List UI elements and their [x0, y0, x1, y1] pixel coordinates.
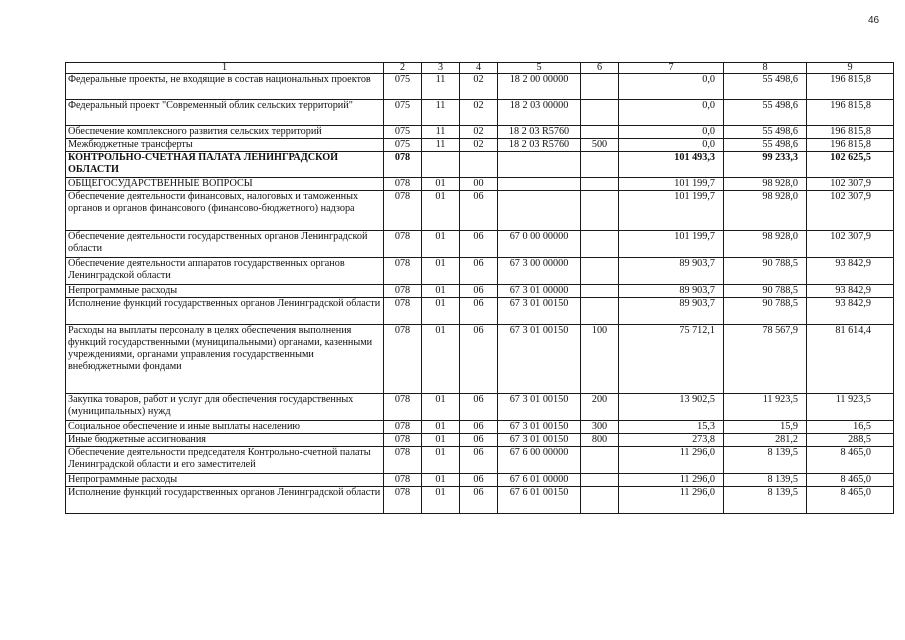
- cell-amount-col9: 102 307,9: [807, 231, 894, 258]
- cell-subsection: 06: [460, 231, 498, 258]
- cell-section: 01: [422, 298, 460, 325]
- cell-section: 01: [422, 178, 460, 191]
- cell-target-article: 67 6 01 00150: [498, 487, 581, 514]
- cell-expense-type: [581, 126, 619, 139]
- cell-subsection: 06: [460, 434, 498, 447]
- cell-expense-type: 800: [581, 434, 619, 447]
- cell-amount-col9: 102 625,5: [807, 152, 894, 178]
- cell-section: 01: [422, 487, 460, 514]
- cell-chapter: 075: [384, 139, 422, 152]
- cell-amount-col8: 98 928,0: [724, 231, 807, 258]
- cell-section: 11: [422, 74, 460, 100]
- cell-amount-col9: 196 815,8: [807, 74, 894, 100]
- cell-subsection: 06: [460, 325, 498, 394]
- cell-amount-col8: 55 498,6: [724, 74, 807, 100]
- cell-name: Иные бюджетные ассигнования: [66, 434, 384, 447]
- cell-amount-col7: 0,0: [619, 74, 724, 100]
- cell-subsection: 06: [460, 191, 498, 231]
- cell-amount-col8: 99 233,3: [724, 152, 807, 178]
- cell-amount-col7: 11 296,0: [619, 487, 724, 514]
- cell-section: 11: [422, 126, 460, 139]
- cell-amount-col8: 8 139,5: [724, 474, 807, 487]
- cell-chapter: 078: [384, 434, 422, 447]
- cell-subsection: 06: [460, 421, 498, 434]
- cell-subsection: 02: [460, 126, 498, 139]
- table-row: [66, 258, 894, 285]
- cell-expense-type: 200: [581, 394, 619, 421]
- cell-amount-col7: 89 903,7: [619, 285, 724, 298]
- cell-expense-type: [581, 191, 619, 231]
- cell-amount-col9: 196 815,8: [807, 100, 894, 126]
- cell-expense-type: 500: [581, 139, 619, 152]
- cell-section: 01: [422, 191, 460, 231]
- cell-section: 11: [422, 139, 460, 152]
- cell-target-article: 67 6 01 00000: [498, 474, 581, 487]
- cell-subsection: 02: [460, 74, 498, 100]
- table-row: [66, 421, 894, 434]
- cell-target-article: 18 2 03 R5760: [498, 126, 581, 139]
- cell-name: КОНТРОЛЬНО-СЧЕТНАЯ ПАЛАТА ЛЕНИНГРАДСКОЙ ОБЛАСТИ: [66, 152, 384, 178]
- cell-chapter: 078: [384, 152, 422, 178]
- cell-amount-col7: 89 903,7: [619, 298, 724, 325]
- cell-section: 01: [422, 474, 460, 487]
- cell-chapter: 078: [384, 258, 422, 285]
- col-header-2: 2: [384, 63, 422, 74]
- cell-chapter: 078: [384, 487, 422, 514]
- cell-amount-col8: 78 567,9: [724, 325, 807, 394]
- table-row: [66, 434, 894, 447]
- cell-amount-col7: 13 902,5: [619, 394, 724, 421]
- cell-expense-type: [581, 74, 619, 100]
- cell-amount-col8: 55 498,6: [724, 126, 807, 139]
- cell-amount-col7: 101 493,3: [619, 152, 724, 178]
- cell-amount-col7: 0,0: [619, 100, 724, 126]
- cell-amount-col9: 11 923,5: [807, 394, 894, 421]
- cell-amount-col7: 11 296,0: [619, 474, 724, 487]
- cell-amount-col8: 55 498,6: [724, 139, 807, 152]
- cell-section: 11: [422, 100, 460, 126]
- cell-amount-col9: 196 815,8: [807, 139, 894, 152]
- cell-target-article: 18 2 00 00000: [498, 74, 581, 100]
- table-row: [66, 447, 894, 474]
- cell-amount-col8: 90 788,5: [724, 298, 807, 325]
- cell-target-article: 18 2 03 R5760: [498, 139, 581, 152]
- cell-expense-type: [581, 152, 619, 178]
- table-row: [66, 191, 894, 231]
- table-row: [66, 474, 894, 487]
- cell-amount-col7: 273,8: [619, 434, 724, 447]
- cell-subsection: 06: [460, 285, 498, 298]
- cell-subsection: 02: [460, 100, 498, 126]
- cell-amount-col8: 15,9: [724, 421, 807, 434]
- col-header-3: 3: [422, 63, 460, 74]
- cell-section: 01: [422, 285, 460, 298]
- cell-target-article: 67 3 01 00150: [498, 325, 581, 394]
- table-row: [66, 487, 894, 514]
- cell-chapter: 075: [384, 100, 422, 126]
- cell-amount-col7: 75 712,1: [619, 325, 724, 394]
- cell-name: Обеспечение комплексного развития сельских территорий: [66, 126, 384, 139]
- cell-section: 01: [422, 231, 460, 258]
- cell-subsection: 00: [460, 178, 498, 191]
- cell-name: ОБЩЕГОСУДАРСТВЕННЫЕ ВОПРОСЫ: [66, 178, 384, 191]
- cell-amount-col7: 101 199,7: [619, 231, 724, 258]
- cell-expense-type: [581, 487, 619, 514]
- col-header-1: 1: [66, 63, 384, 74]
- table-row: [66, 394, 894, 421]
- cell-section: 01: [422, 258, 460, 285]
- table-row: [66, 139, 894, 152]
- cell-expense-type: [581, 285, 619, 298]
- page-number: 46: [868, 15, 880, 26]
- cell-amount-col8: 55 498,6: [724, 100, 807, 126]
- cell-target-article: 67 3 01 00150: [498, 434, 581, 447]
- cell-section: 01: [422, 434, 460, 447]
- cell-amount-col8: 98 928,0: [724, 191, 807, 231]
- cell-target-article: 67 3 01 00150: [498, 421, 581, 434]
- cell-name: Исполнение функций государственных органов Ленинградской области: [66, 298, 384, 325]
- table-row: [66, 152, 894, 178]
- cell-amount-col7: 0,0: [619, 126, 724, 139]
- cell-amount-col9: 288,5: [807, 434, 894, 447]
- cell-expense-type: [581, 447, 619, 474]
- cell-chapter: 075: [384, 74, 422, 100]
- cell-amount-col9: 8 465,0: [807, 474, 894, 487]
- cell-target-article: 18 2 03 00000: [498, 100, 581, 126]
- col-header-4: 4: [460, 63, 498, 74]
- cell-expense-type: [581, 258, 619, 285]
- cell-amount-col8: 98 928,0: [724, 178, 807, 191]
- cell-amount-col9: 102 307,9: [807, 178, 894, 191]
- cell-target-article: 67 3 00 00000: [498, 258, 581, 285]
- cell-chapter: 078: [384, 474, 422, 487]
- cell-amount-col9: 16,5: [807, 421, 894, 434]
- cell-subsection: [460, 152, 498, 178]
- table-row: [66, 74, 894, 100]
- cell-chapter: 078: [384, 191, 422, 231]
- cell-amount-col8: 8 139,5: [724, 447, 807, 474]
- cell-chapter: 078: [384, 285, 422, 298]
- cell-name: Федеральный проект "Современный облик сельских территорий": [66, 100, 384, 126]
- cell-amount-col9: 81 614,4: [807, 325, 894, 394]
- cell-chapter: 078: [384, 421, 422, 434]
- cell-amount-col7: 11 296,0: [619, 447, 724, 474]
- cell-amount-col8: 11 923,5: [724, 394, 807, 421]
- cell-amount-col9: 102 307,9: [807, 191, 894, 231]
- cell-target-article: [498, 178, 581, 191]
- cell-section: [422, 152, 460, 178]
- cell-expense-type: [581, 100, 619, 126]
- cell-expense-type: [581, 231, 619, 258]
- cell-section: 01: [422, 325, 460, 394]
- cell-name: Обеспечение деятельности финансовых, налоговых и таможенных органов и органов финансового (финансово-бюджетного) надзора: [66, 191, 384, 231]
- table-row: [66, 178, 894, 191]
- cell-chapter: 078: [384, 178, 422, 191]
- cell-chapter: 078: [384, 325, 422, 394]
- cell-amount-col7: 0,0: [619, 139, 724, 152]
- col-header-5: 5: [498, 63, 581, 74]
- cell-amount-col7: 15,3: [619, 421, 724, 434]
- cell-target-article: [498, 191, 581, 231]
- cell-expense-type: 100: [581, 325, 619, 394]
- table-row: [66, 285, 894, 298]
- cell-name: Федеральные проекты, не входящие в состав национальных проектов: [66, 74, 384, 100]
- cell-chapter: 078: [384, 231, 422, 258]
- cell-subsection: 06: [460, 474, 498, 487]
- cell-name: Обеспечение деятельности аппаратов государственных органов Ленинградской области: [66, 258, 384, 285]
- table-row: [66, 325, 894, 394]
- cell-chapter: 078: [384, 394, 422, 421]
- cell-amount-col8: 8 139,5: [724, 487, 807, 514]
- header-row: [66, 63, 894, 74]
- cell-chapter: 078: [384, 298, 422, 325]
- cell-amount-col9: 8 465,0: [807, 487, 894, 514]
- cell-section: 01: [422, 394, 460, 421]
- cell-amount-col9: 196 815,8: [807, 126, 894, 139]
- cell-target-article: 67 3 01 00150: [498, 298, 581, 325]
- cell-section: 01: [422, 447, 460, 474]
- col-header-6: 6: [581, 63, 619, 74]
- cell-amount-col8: 281,2: [724, 434, 807, 447]
- cell-name: Обеспечение деятельности председателя Контрольно-счетной палаты Ленинградской области и его заместителей: [66, 447, 384, 474]
- cell-target-article: [498, 152, 581, 178]
- cell-target-article: 67 0 00 00000: [498, 231, 581, 258]
- cell-subsection: 06: [460, 298, 498, 325]
- cell-amount-col7: 101 199,7: [619, 191, 724, 231]
- table-row: [66, 126, 894, 139]
- cell-amount-col9: 8 465,0: [807, 447, 894, 474]
- cell-amount-col9: 93 842,9: [807, 285, 894, 298]
- cell-amount-col9: 93 842,9: [807, 298, 894, 325]
- cell-name: Межбюджетные трансферты: [66, 139, 384, 152]
- cell-name: Исполнение функций государственных органов Ленинградской области: [66, 487, 384, 514]
- budget-table: [65, 62, 894, 514]
- cell-name: Обеспечение деятельности государственных органов Ленинградской области: [66, 231, 384, 258]
- cell-subsection: 02: [460, 139, 498, 152]
- cell-amount-col9: 93 842,9: [807, 258, 894, 285]
- cell-section: 01: [422, 421, 460, 434]
- cell-name: Непрограммные расходы: [66, 285, 384, 298]
- cell-expense-type: [581, 178, 619, 191]
- cell-name: Непрограммные расходы: [66, 474, 384, 487]
- col-header-9: 9: [807, 63, 894, 74]
- col-header-7: 7: [619, 63, 724, 74]
- cell-subsection: 06: [460, 487, 498, 514]
- cell-name: Расходы на выплаты персоналу в целях обеспечения выполнения функций государственными (муниципальными) органами, казенными учреждениями, органами управления государственными внебюджетными фондами: [66, 325, 384, 394]
- table-row: [66, 231, 894, 258]
- cell-subsection: 06: [460, 258, 498, 285]
- cell-target-article: 67 6 00 00000: [498, 447, 581, 474]
- col-header-8: 8: [724, 63, 807, 74]
- cell-chapter: 075: [384, 126, 422, 139]
- cell-expense-type: 300: [581, 421, 619, 434]
- cell-chapter: 078: [384, 447, 422, 474]
- cell-target-article: 67 3 01 00150: [498, 394, 581, 421]
- table-row: [66, 298, 894, 325]
- cell-expense-type: [581, 298, 619, 325]
- cell-name: Закупка товаров, работ и услуг для обеспечения государственных (муниципальных) нужд: [66, 394, 384, 421]
- table-row: [66, 100, 894, 126]
- cell-name: Социальное обеспечение и иные выплаты населению: [66, 421, 384, 434]
- cell-subsection: 06: [460, 447, 498, 474]
- cell-expense-type: [581, 474, 619, 487]
- cell-amount-col7: 101 199,7: [619, 178, 724, 191]
- cell-amount-col8: 90 788,5: [724, 285, 807, 298]
- cell-subsection: 06: [460, 394, 498, 421]
- cell-amount-col8: 90 788,5: [724, 258, 807, 285]
- cell-target-article: 67 3 01 00000: [498, 285, 581, 298]
- cell-amount-col7: 89 903,7: [619, 258, 724, 285]
